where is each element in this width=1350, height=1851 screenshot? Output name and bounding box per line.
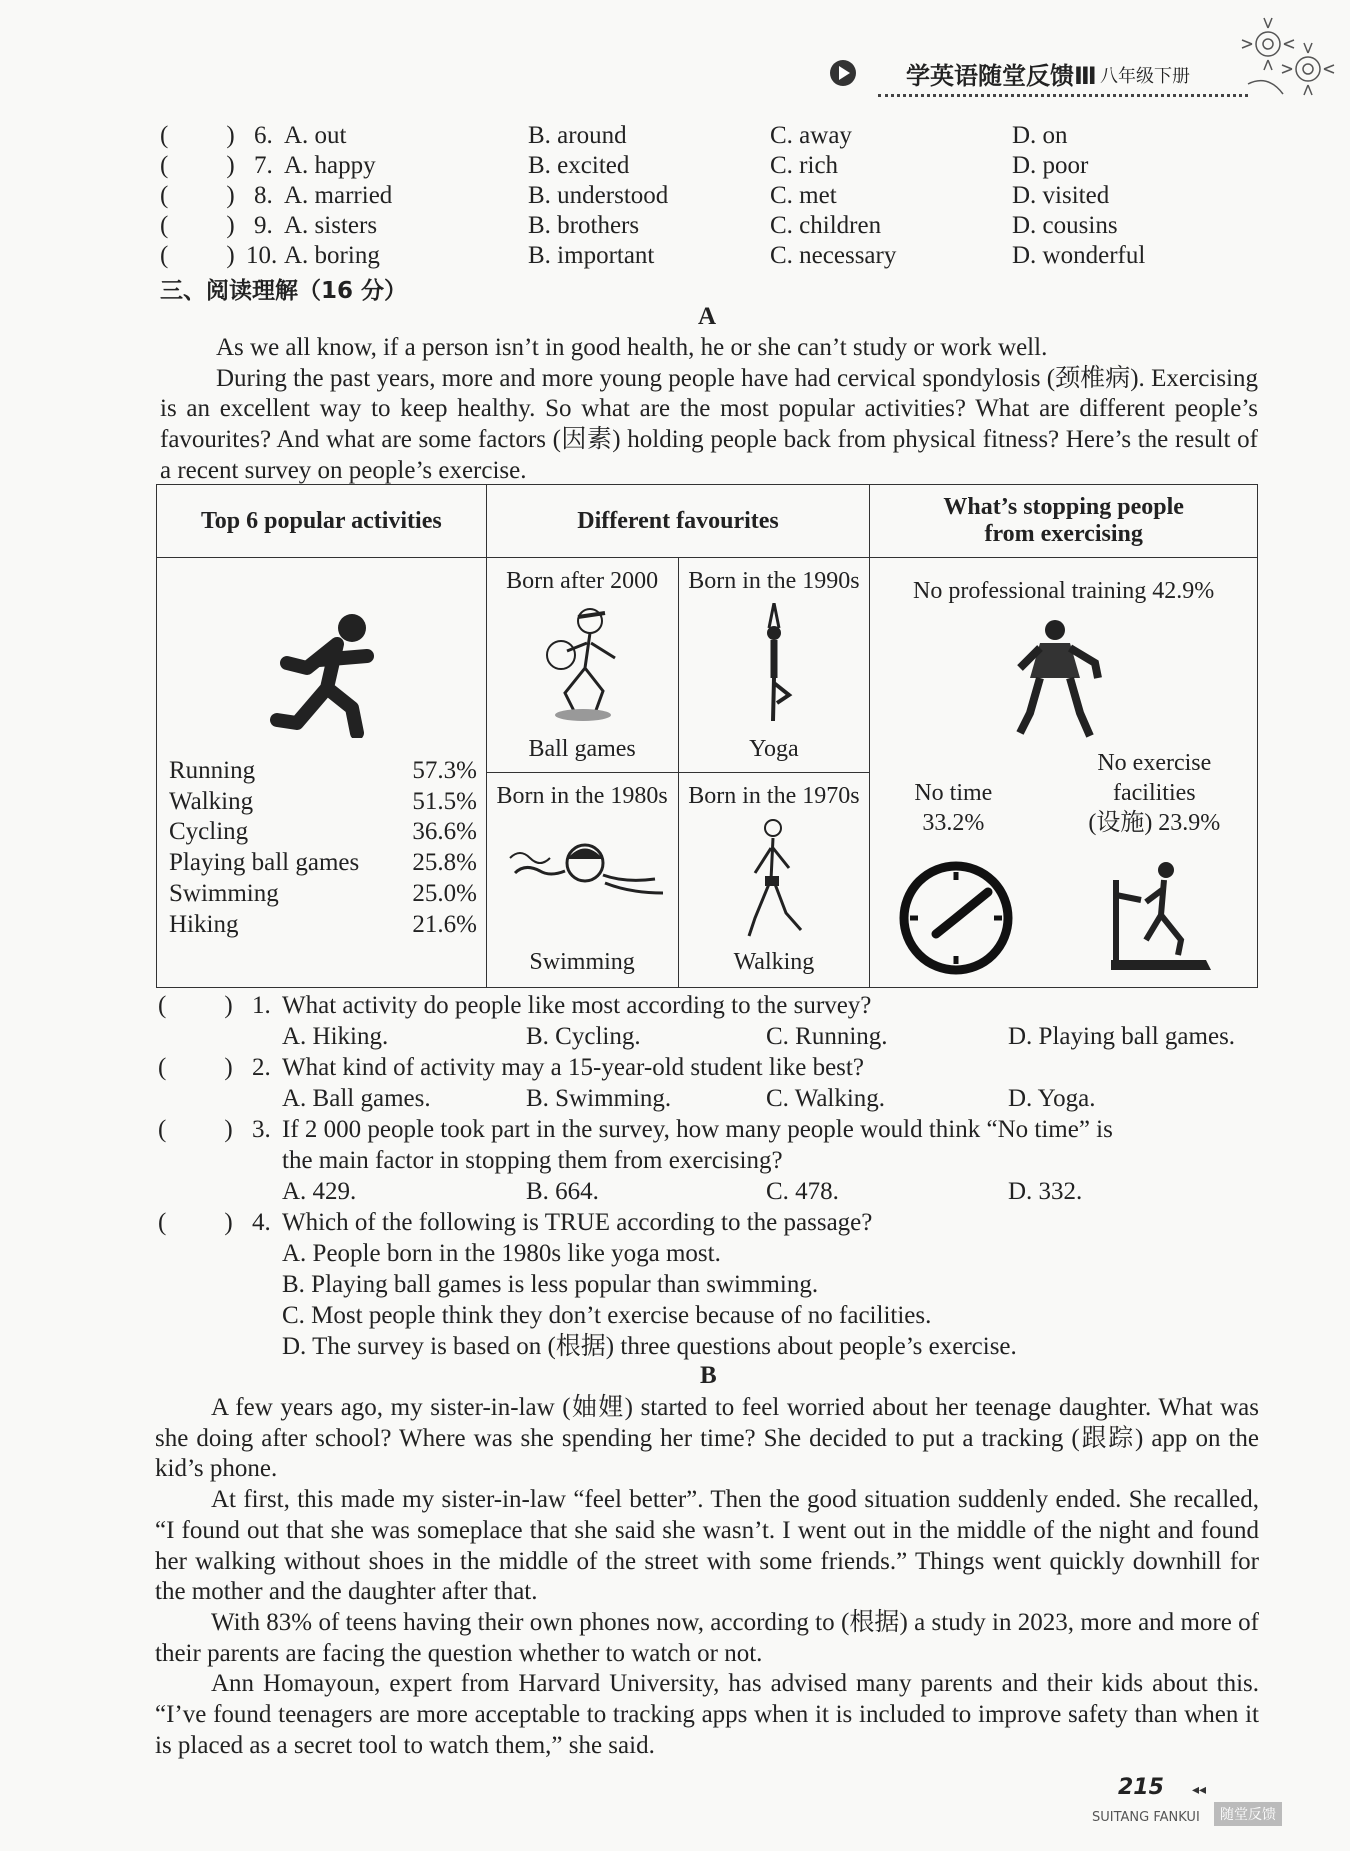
col-header-favourites: Different favourites: [486, 485, 870, 558]
grade-label: 八年级下册: [1100, 66, 1190, 87]
cloze-item: [160, 180, 1260, 211]
option-b: B. brothers: [528, 212, 640, 239]
option-a: A. married: [284, 182, 393, 209]
option-line: A. People born in the 1980s like yoga most.: [282, 1240, 721, 1267]
paragraph: A few years ago, my sister-in-law (妯娌) started to feel worried about her teenage daughter. What was she doing after school? Where was she spending her time? She decided to put a tracking (跟踪) app on the kid’s phone.: [155, 1394, 1259, 1483]
option: A. 429.: [282, 1178, 357, 1205]
header-bullet-icon: [830, 60, 856, 86]
activity-row: Playing ball games 25.8%: [169, 849, 477, 877]
question-number: 2.: [252, 1054, 271, 1081]
item-number: 9.: [254, 212, 273, 239]
question-stem: What activity do people like most according to the survey?: [282, 992, 872, 1019]
treadmill-icon: [1106, 860, 1216, 975]
option-a: A. out: [284, 122, 347, 149]
answer-blank[interactable]: ( ): [158, 1116, 233, 1143]
question-number: 4.: [252, 1209, 271, 1236]
favourite-cell: Born in the 1970s Walking: [678, 773, 870, 988]
paragraph: Ann Homayoun, expert from Harvard University, has advised many parents and their kids about this. “I’ve found teenagers are more acceptable to tracking apps when it is included to improve safety than when it is placed as a secret tool to watch them,” she said.: [155, 1670, 1259, 1759]
passage-b-body: [155, 1393, 1259, 1761]
option-line: B. Playing ball games is less popular than swimming.: [282, 1271, 819, 1298]
cloze-item: [160, 240, 1260, 271]
page-number: 215: [1118, 1775, 1164, 1800]
passage-label: B: [700, 1362, 717, 1389]
question-number: 3.: [252, 1116, 271, 1143]
paragraph: As we all know, if a person isn’t in good health, he or she can’t study or work well.: [216, 334, 1048, 361]
option-a: A. boring: [284, 242, 380, 269]
arrow-left-icon: ◂◂: [1192, 1782, 1207, 1798]
item-number: 8.: [254, 182, 273, 209]
option: A. Hiking.: [282, 1023, 389, 1050]
passage-a-body: [160, 333, 1258, 487]
section-title: 三、阅读理解（16 分）: [160, 278, 408, 304]
cloze-item: [160, 150, 1260, 181]
option-c: C. necessary: [770, 242, 897, 269]
option-d: D. visited: [1012, 182, 1110, 209]
option: D. Yoga.: [1008, 1085, 1096, 1112]
answer-blank[interactable]: ( ): [160, 122, 235, 149]
option-b: B. important: [528, 242, 655, 269]
swimmer-icon: [505, 833, 665, 913]
reasons-cell: No professional training 42.9% No time 33.2% No exercise facilities (设施) 23.9%: [870, 558, 1258, 988]
option-a: A. happy: [284, 152, 376, 179]
option: D. Playing ball games.: [1008, 1023, 1236, 1050]
answer-blank[interactable]: ( ): [158, 1054, 233, 1081]
option-d: D. on: [1012, 122, 1068, 149]
option-c: C. children: [770, 212, 882, 239]
option-line: C. Most people think they don’t exercise because of no facilities.: [282, 1302, 932, 1329]
favourite-cell: Born after 2000 Ball games: [486, 558, 678, 773]
col-header-reasons: What’s stopping people from exercising: [870, 485, 1258, 558]
option: B. Swimming.: [526, 1085, 672, 1112]
running-icon: [257, 608, 387, 738]
option: C. Walking.: [766, 1085, 886, 1112]
activities-cell: [157, 558, 487, 988]
option-d: D. wonderful: [1012, 242, 1146, 269]
paragraph: At first, this made my sister-in-law “feel better”. Then the good situation suddenly ended. She recalled, “I found out that she was someplace that she said she wasn’t. I went out in the middle of the night and found her walking without shoes in the middle of the street with some friends.” Things went quickly downhill for the mother and the daughter after that.: [155, 1486, 1259, 1606]
item-number: 10.: [246, 242, 278, 269]
option-b: B. excited: [528, 152, 630, 179]
option: D. 332.: [1008, 1178, 1083, 1205]
option-line: D. The survey is based on (根据) three questions about people’s exercise.: [282, 1333, 1017, 1360]
paragraph: With 83% of teens having their own phones now, according to (根据) a study in 2023, more and more of their parents are facing the question whether to watch or not.: [155, 1608, 1259, 1667]
activity-row: Cycling 36.6%: [169, 818, 477, 846]
yoga-icon: [749, 603, 799, 728]
option-a: A. sisters: [284, 212, 378, 239]
clock-icon: [896, 858, 1016, 978]
question-stem: If 2 000 people took part in the survey, how many people would think “No time” is: [282, 1116, 1113, 1143]
footer-brand-en: SUITANG FANKUI: [1092, 1810, 1200, 1825]
option-c: C. away: [770, 122, 852, 149]
option-c: C. rich: [770, 152, 839, 179]
answer-blank[interactable]: ( ): [158, 1209, 233, 1236]
answer-blank[interactable]: ( ): [160, 212, 235, 239]
activity-list: [169, 756, 477, 940]
option-c: C. met: [770, 182, 837, 209]
option-d: D. cousins: [1012, 212, 1118, 239]
flower-decoration-icon: [1228, 14, 1338, 109]
book-title: 学英语随堂反馈Ⅲ: [906, 62, 1097, 90]
cloze-item: [160, 210, 1260, 241]
activity-row: Running 57.3%: [169, 757, 477, 784]
option: B. 664.: [526, 1178, 599, 1205]
favourite-cell: Born in the 1990s Yoga: [678, 558, 870, 773]
option-b: B. around: [528, 122, 627, 149]
option: A. Ball games.: [282, 1085, 431, 1112]
question-stem: Which of the following is TRUE according to the passage?: [282, 1209, 873, 1236]
cloze-item: [160, 120, 1260, 151]
answer-blank[interactable]: ( ): [160, 182, 235, 209]
option: B. Cycling.: [526, 1023, 641, 1050]
paragraph: During the past years, more and more young people have had cervical spondylosis (颈椎病). Exercising is an excellent way to keep healthy. So what are the most popular activities? What are different people’s favourites? And what are some factors (因素) holding people back from physical fitness? Here’s the result of a recent survey on people’s exercise.: [160, 364, 1258, 484]
survey-table: [156, 484, 1258, 988]
item-number: 7.: [254, 152, 273, 179]
option-b: B. understood: [528, 182, 669, 209]
option-d: D. poor: [1012, 152, 1089, 179]
col-header-activities: Top 6 popular activities: [157, 485, 487, 558]
activity-row: Walking 51.5%: [169, 787, 477, 815]
item-number: 6.: [254, 122, 273, 149]
question-stem: What kind of activity may a 15-year-old student like best?: [282, 1054, 864, 1081]
activity-row: Swimming 25.0%: [169, 879, 477, 907]
answer-blank[interactable]: ( ): [158, 992, 233, 1019]
option: C. 478.: [766, 1178, 839, 1205]
favourite-cell: Born in the 1980s Swimming: [486, 773, 678, 988]
answer-blank[interactable]: ( ): [160, 152, 235, 179]
walker-icon: [741, 818, 811, 943]
header-divider: [878, 94, 1248, 97]
ball-player-icon: [535, 603, 631, 723]
option: C. Running.: [766, 1023, 888, 1050]
footer-brand-cn: 随堂反馈: [1214, 1802, 1282, 1826]
activity-row: Hiking 21.6%: [169, 910, 477, 938]
passage-label: A: [698, 303, 717, 330]
answer-blank[interactable]: ( ): [160, 242, 235, 269]
question-stem-cont: the main factor in stopping them from exercising?: [282, 1147, 783, 1174]
training-athlete-icon: [1010, 618, 1110, 743]
question-number: 1.: [252, 992, 271, 1019]
